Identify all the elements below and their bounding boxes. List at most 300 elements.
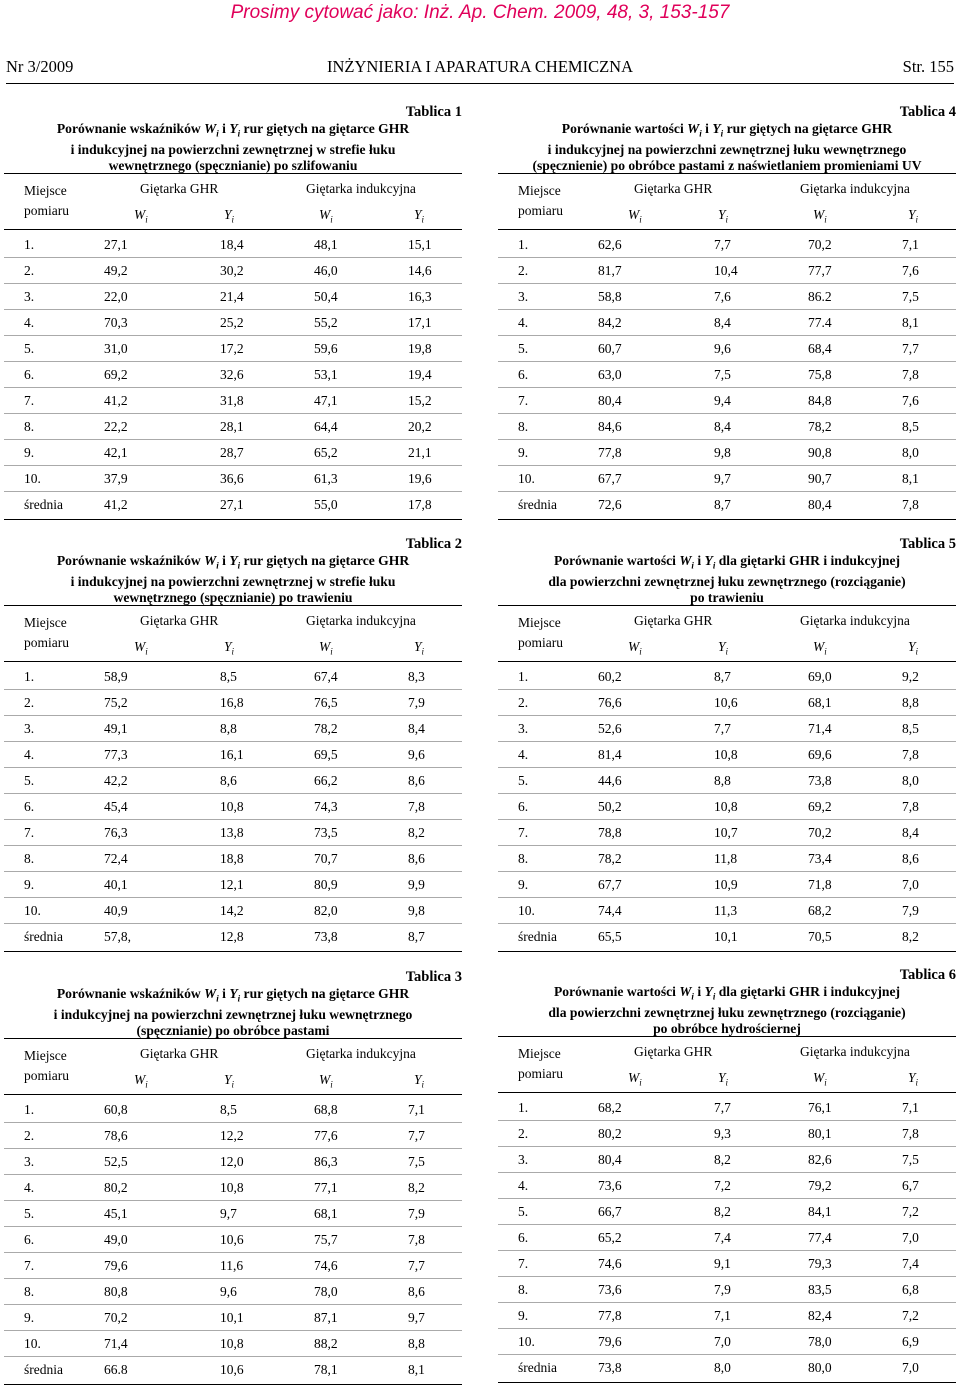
y-column-header <box>414 207 424 228</box>
table-cell: 68,1 <box>314 1206 338 1221</box>
row-label: 4. <box>518 1178 529 1193</box>
induction-header: Giętarka indukcyjna <box>306 1046 416 1061</box>
table-cell: 8,2 <box>714 1152 731 1167</box>
table-cell: 78,2 <box>314 721 338 736</box>
table-cell: 21,1 <box>408 445 432 460</box>
table-cell: 80,4 <box>808 497 832 512</box>
row-label: 1. <box>24 1102 35 1117</box>
table-cell: 8,8 <box>714 773 731 788</box>
table-cell: 90,8 <box>808 445 832 460</box>
table-row <box>498 467 956 492</box>
table-row <box>498 847 956 872</box>
row-label: 9. <box>518 1308 529 1323</box>
table-cell: 62,6 <box>598 237 622 252</box>
table-row <box>498 1304 956 1329</box>
table-top-rule <box>498 605 956 607</box>
table-cell: 7,1 <box>714 1308 731 1323</box>
w-column-header-subscript: i <box>639 646 642 657</box>
table-cell: 74,6 <box>314 1258 338 1273</box>
y-column-header-letter: Y <box>718 639 726 654</box>
table-cell: 13,8 <box>220 825 244 840</box>
table-row <box>498 363 956 388</box>
table-cell: 77.4 <box>808 315 832 330</box>
y-column-header-subscript: i <box>231 214 235 225</box>
w-column-header-letter: W <box>813 207 825 222</box>
table-row <box>4 311 462 336</box>
table-cell: 68,8 <box>314 1102 338 1117</box>
table-cell: 10,9 <box>714 877 738 892</box>
y-column-header-letter: Y <box>414 1072 422 1087</box>
table-row <box>4 389 462 414</box>
data-table-block <box>498 535 956 944</box>
caption-line: wewnętrznego (spęcznianie) po trawieniu <box>113 589 353 605</box>
table-row <box>498 1252 956 1277</box>
table-cell: 10,1 <box>714 929 738 944</box>
issue-number: Nr 3/2009 <box>6 57 74 76</box>
w-column-header <box>813 639 827 660</box>
table-cell: 77,7 <box>808 263 832 278</box>
row-label: 10. <box>518 471 535 486</box>
table-bottom-rule <box>4 519 462 520</box>
w-column-header-subscript: i <box>639 1077 642 1088</box>
table-cell: 7,4 <box>714 1230 731 1245</box>
row-label: 7. <box>24 825 35 840</box>
data-table-block <box>498 103 956 512</box>
table-cell: 8,5 <box>220 669 237 684</box>
table-cell: 32,6 <box>220 367 244 382</box>
table-cell: 25,2 <box>220 315 244 330</box>
table-top-rule <box>498 1036 956 1038</box>
row-label: średnia <box>24 497 63 512</box>
table-number: Tablica 3 <box>405 969 462 985</box>
table-row <box>4 467 462 492</box>
row-label: 3. <box>24 721 35 736</box>
table-top-rule <box>4 1038 462 1040</box>
row-label: 8. <box>24 851 35 866</box>
table-row <box>4 1280 462 1305</box>
y-column-header <box>718 1070 728 1091</box>
table-cell: 18,8 <box>220 851 244 866</box>
caption-line: i indukcyjnej na powierzchni zewnętrznej w strefie łuku <box>70 141 396 157</box>
table-cell: 7,8 <box>408 799 425 814</box>
table-cell: 74,3 <box>314 799 338 814</box>
table-row <box>498 691 956 716</box>
table-cell: 68,4 <box>808 341 832 356</box>
table-cell: 9,7 <box>220 1206 237 1221</box>
table-cell: 79,2 <box>808 1178 832 1193</box>
ghr-header: Giętarka GHR <box>634 1044 713 1059</box>
induction-header: Giętarka indukcyjna <box>800 181 910 196</box>
table-cell: 7,4 <box>902 1256 919 1271</box>
table-row <box>498 925 956 949</box>
table-cell: 8,6 <box>408 773 425 788</box>
row-label: 6. <box>24 1232 35 1247</box>
table-cell: 45,4 <box>104 799 128 814</box>
table-cell: 8,4 <box>714 315 731 330</box>
row-label: 4. <box>24 747 35 762</box>
row-label: średnia <box>24 929 63 944</box>
table-cell: 80,9 <box>314 877 338 892</box>
table-cell: 9,7 <box>408 1310 425 1325</box>
table-row <box>4 925 462 949</box>
row-label: 9. <box>518 445 529 460</box>
table-cell: 7,0 <box>902 877 919 892</box>
table-cell: 7,0 <box>902 1360 919 1375</box>
induction-header: Giętarka indukcyjna <box>306 613 416 628</box>
row-label: 10. <box>518 1334 535 1349</box>
table-cell: 8,1 <box>902 471 919 486</box>
table-cell: 7,0 <box>714 1334 731 1349</box>
table-cell: 76,3 <box>104 825 128 840</box>
table-cell: 87,1 <box>314 1310 338 1325</box>
w-column-header <box>319 1072 333 1093</box>
table-cell: 10,8 <box>714 799 738 814</box>
table-cell: 65,5 <box>598 929 622 944</box>
table-cell: 84,2 <box>598 315 622 330</box>
table-cell: 80,4 <box>598 393 622 408</box>
row-label: 10. <box>24 903 41 918</box>
row-label: 1. <box>24 669 35 684</box>
table-cell: 36,6 <box>220 471 244 486</box>
w-column-header-subscript: i <box>330 646 333 657</box>
table-row <box>4 285 462 310</box>
table-cell: 9,9 <box>408 877 425 892</box>
row-label: 3. <box>518 289 529 304</box>
table-cell: 68,2 <box>598 1100 622 1115</box>
table-number: Tablica 1 <box>405 104 462 120</box>
table-top-rule <box>498 173 956 175</box>
w-column-header-letter: W <box>319 207 331 222</box>
row-label: 8. <box>518 1282 529 1297</box>
caption-line: po obróbce hydrościernej <box>653 1020 801 1036</box>
table-cell: 55,0 <box>314 497 338 512</box>
w-column-header <box>813 1070 827 1091</box>
table-cell: 7,0 <box>902 1230 919 1245</box>
table-cell: 6,9 <box>902 1334 919 1349</box>
table-cell: 10,7 <box>714 825 738 840</box>
row-label: 3. <box>24 289 35 304</box>
table-row <box>4 363 462 388</box>
table-cell: 37,9 <box>104 471 128 486</box>
place-header: Miejsce <box>24 1048 67 1063</box>
table-cell: 65,2 <box>314 445 338 460</box>
table-row <box>498 1226 956 1251</box>
w-column-header-subscript: i <box>639 214 642 225</box>
table-cell: 75,7 <box>314 1232 338 1247</box>
table-cell: 22,2 <box>104 419 128 434</box>
caption-symbol: $Y_i$ <box>229 121 241 139</box>
table-cell: 77,6 <box>314 1128 338 1143</box>
row-label: 10. <box>24 1336 41 1351</box>
table-row <box>498 233 956 258</box>
row-label: 3. <box>518 721 529 736</box>
table-bottom-rule <box>498 951 956 952</box>
table-cell: 71,4 <box>808 721 832 736</box>
header-rule <box>498 229 956 230</box>
data-table <box>498 605 956 947</box>
table-cell: 19,8 <box>408 341 432 356</box>
table-cell: 77,4 <box>808 1230 832 1245</box>
table-cell: 7,2 <box>714 1178 731 1193</box>
induction-header: Giętarka indukcyjna <box>306 181 416 196</box>
row-label: 4. <box>24 315 35 330</box>
row-label: 5. <box>518 773 529 788</box>
table-cell: 42,1 <box>104 445 128 460</box>
row-label: 9. <box>24 1310 35 1325</box>
table-cell: 11,3 <box>714 903 738 918</box>
table-cell: 82,4 <box>808 1308 832 1323</box>
table-cell: 7,6 <box>714 289 731 304</box>
table-row <box>4 1176 462 1201</box>
table-cell: 7,8 <box>902 747 919 762</box>
table-cell: 80,4 <box>598 1152 622 1167</box>
caption-symbol: $W_i$ <box>687 121 702 139</box>
caption-line: Porównanie wskaźników $W_i$ i $Y_i$ rur giętych na giętarce GHR <box>56 553 410 571</box>
table-cell: 86,3 <box>314 1154 338 1169</box>
table-cell: 8,5 <box>220 1102 237 1117</box>
row-label: 6. <box>24 799 35 814</box>
y-column-header <box>718 207 728 228</box>
y-column-header-subscript: i <box>915 214 919 225</box>
place-header-2: pomiaru <box>518 203 563 218</box>
place-header: Miejsce <box>518 615 561 630</box>
table-row <box>498 899 956 924</box>
table-cell: 69,6 <box>808 747 832 762</box>
table-row <box>4 899 462 924</box>
table-cell: 88,2 <box>314 1336 338 1351</box>
table-cell: 79,6 <box>104 1258 128 1273</box>
table-row <box>498 259 956 284</box>
citation-line: Prosimy cytować jako: Inż. Ap. Chem. 2009, 48, 3, 153-157 <box>230 2 730 23</box>
table-caption <box>4 553 462 606</box>
table-cell: 7,6 <box>902 263 919 278</box>
y-column-header-subscript: i <box>725 214 729 225</box>
table-cell: 17,8 <box>408 497 432 512</box>
table-caption <box>498 984 956 1037</box>
table-cell: 71,4 <box>104 1336 128 1351</box>
table-row <box>498 337 956 362</box>
table-cell: 7,5 <box>902 1152 919 1167</box>
table-cell: 12,8 <box>220 929 244 944</box>
table-cell: 77,3 <box>104 747 128 762</box>
table-cell: 46,0 <box>314 263 338 278</box>
row-label: 8. <box>24 419 35 434</box>
table-cell: 70,2 <box>808 237 832 252</box>
row-label: 7. <box>518 1256 529 1271</box>
y-column-header-letter: Y <box>718 1070 726 1085</box>
table-cell: 15,2 <box>408 393 432 408</box>
table-row <box>498 1278 956 1303</box>
table-cell: 82,0 <box>314 903 338 918</box>
table-cell: 81,4 <box>598 747 622 762</box>
table-cell: 8,2 <box>714 1204 731 1219</box>
y-column-header-subscript: i <box>915 646 919 657</box>
caption-symbol: $W_i$ <box>679 984 694 1002</box>
y-column-header-letter: Y <box>908 207 916 222</box>
header-rule <box>4 1094 462 1095</box>
table-cell: 59,6 <box>314 341 338 356</box>
table-cell: 84,1 <box>808 1204 832 1219</box>
y-column-header <box>224 207 234 228</box>
table-cell: 8,7 <box>714 669 731 684</box>
table-row <box>498 743 956 768</box>
place-header-2: pomiaru <box>518 1066 563 1081</box>
table-cell: 86.2 <box>808 289 832 304</box>
table-cell: 72,4 <box>104 851 128 866</box>
table-cell: 10,1 <box>220 1310 244 1325</box>
header-rule <box>498 661 956 662</box>
w-column-header <box>134 1072 148 1093</box>
data-table-block <box>4 103 462 512</box>
table-row <box>4 821 462 846</box>
table-cell: 12,1 <box>220 877 244 892</box>
table-row <box>4 233 462 258</box>
table-cell: 80,0 <box>808 1360 832 1375</box>
y-column-header-letter: Y <box>414 207 422 222</box>
table-cell: 8,0 <box>714 1360 731 1375</box>
w-column-header-letter: W <box>813 1070 825 1085</box>
table-cell: 8,2 <box>408 1180 425 1195</box>
ghr-header: Giętarka GHR <box>634 181 713 196</box>
table-cell: 8,8 <box>902 695 919 710</box>
table-cell: 69,0 <box>808 669 832 684</box>
table-cell: 78,1 <box>314 1362 338 1377</box>
table-cell: 7,9 <box>408 695 425 710</box>
y-column-header-subscript: i <box>725 646 729 657</box>
table-cell: 8,5 <box>902 721 919 736</box>
caption-line: (spęcznianie) po obróbce pastami <box>136 1022 330 1038</box>
w-column-header-subscript: i <box>145 646 148 657</box>
place-header: Miejsce <box>518 1046 561 1061</box>
table-cell: 63,0 <box>598 367 622 382</box>
table-row <box>498 1200 956 1225</box>
row-label: 1. <box>518 1100 529 1115</box>
w-column-header <box>319 207 333 228</box>
table-cell: 10,8 <box>220 799 244 814</box>
ghr-header: Giętarka GHR <box>140 1046 219 1061</box>
header-rule <box>4 661 462 662</box>
table-row <box>4 493 462 517</box>
table-row <box>4 743 462 768</box>
table-row <box>498 285 956 310</box>
caption-line: i indukcyjnej na powierzchni zewnętrznej łuku wewnętrznego <box>53 1006 413 1022</box>
table-cell: 66,2 <box>314 773 338 788</box>
w-column-header-letter: W <box>628 1070 640 1085</box>
table-cell: 7,9 <box>714 1282 731 1297</box>
table-cell: 7,7 <box>408 1128 425 1143</box>
table-cell: 48,1 <box>314 237 338 252</box>
table-cell: 74,6 <box>598 1256 622 1271</box>
table-cell: 60,2 <box>598 669 622 684</box>
table-cell: 80,8 <box>104 1284 128 1299</box>
table-number: Tablica 2 <box>405 536 462 552</box>
table-row <box>4 717 462 742</box>
table-cell: 16,3 <box>408 289 432 304</box>
page-number: Str. 155 <box>902 57 954 76</box>
caption-line: Porównanie wskaźników $W_i$ i $Y_i$ rur giętych na giętarce GHR <box>56 121 410 139</box>
row-label: 7. <box>518 825 529 840</box>
place-header-2: pomiaru <box>24 203 69 218</box>
table-cell: 8,6 <box>902 851 919 866</box>
table-cell: 31,8 <box>220 393 244 408</box>
row-label: 9. <box>518 877 529 892</box>
table-row <box>4 1228 462 1253</box>
table-cell: 8,4 <box>902 825 919 840</box>
table-row <box>4 415 462 440</box>
table-cell: 75,8 <box>808 367 832 382</box>
journal-title: INŻYNIERIA I APARATURA CHEMICZNA <box>326 57 634 76</box>
table-cell: 53,1 <box>314 367 338 382</box>
table-cell: 6,8 <box>902 1282 919 1297</box>
place-header: Miejsce <box>24 615 67 630</box>
table-top-rule <box>4 173 462 175</box>
table-cell: 41,2 <box>104 497 128 512</box>
table-row <box>498 1174 956 1199</box>
caption-symbol: $Y_i$ <box>229 553 241 571</box>
caption-line: Porównanie wartości $W_i$ i $Y_i$ rur giętych na giętarce GHR <box>561 121 893 139</box>
table-cell: 7,7 <box>408 1258 425 1273</box>
table-cell: 67,4 <box>314 669 338 684</box>
table-cell: 68,1 <box>808 695 832 710</box>
caption-line: Porównanie wartości $W_i$ i $Y_i$ dla giętarki GHR i indukcyjnej <box>553 984 901 1002</box>
caption-line: i indukcyjnej na powierzchni zewnętrznej w strefie łuku <box>70 573 396 589</box>
table-cell: 75,2 <box>104 695 128 710</box>
table-top-rule <box>4 605 462 607</box>
caption-symbol: $Y_i$ <box>704 553 716 571</box>
caption-symbol: $Y_i$ <box>704 984 716 1002</box>
w-column-header-letter: W <box>628 639 640 654</box>
w-column-header-letter: W <box>813 639 825 654</box>
table-cell: 52,6 <box>598 721 622 736</box>
table-cell: 9,1 <box>714 1256 731 1271</box>
row-label: 4. <box>518 747 529 762</box>
table-cell: 7,1 <box>408 1102 425 1117</box>
w-column-header-subscript: i <box>330 214 333 225</box>
table-cell: 73,8 <box>808 773 832 788</box>
row-label: 10. <box>24 471 41 486</box>
table-cell: 11,8 <box>714 851 738 866</box>
row-label: 5. <box>518 341 529 356</box>
table-cell: 7,1 <box>902 237 919 252</box>
caption-symbol: $W_i$ <box>204 121 219 139</box>
row-label: 6. <box>518 367 529 382</box>
table-row <box>4 337 462 362</box>
row-label: 2. <box>518 1126 529 1141</box>
table-cell: 78,8 <box>598 825 622 840</box>
w-column-header-subscript: i <box>824 1077 827 1088</box>
table-cell: 84,6 <box>598 419 622 434</box>
row-label: 6. <box>24 367 35 382</box>
table-cell: 7,5 <box>408 1154 425 1169</box>
header-rule <box>498 1092 956 1093</box>
table-cell: 10,6 <box>220 1362 244 1377</box>
table-cell: 40,1 <box>104 877 128 892</box>
table-cell: 82,6 <box>808 1152 832 1167</box>
row-label: 7. <box>518 393 529 408</box>
y-column-header-subscript: i <box>421 1079 425 1090</box>
table-cell: 9,8 <box>714 445 731 460</box>
table-cell: 8,8 <box>220 721 237 736</box>
table-cell: 9,6 <box>408 747 425 762</box>
row-label: 6. <box>518 799 529 814</box>
y-column-header <box>908 639 918 660</box>
row-label: średnia <box>518 1360 557 1375</box>
place-header-2: pomiaru <box>24 635 69 650</box>
data-table-block <box>4 535 462 944</box>
y-column-header <box>908 1070 918 1091</box>
row-label: 6. <box>518 1230 529 1245</box>
table-cell: 16,1 <box>220 747 244 762</box>
